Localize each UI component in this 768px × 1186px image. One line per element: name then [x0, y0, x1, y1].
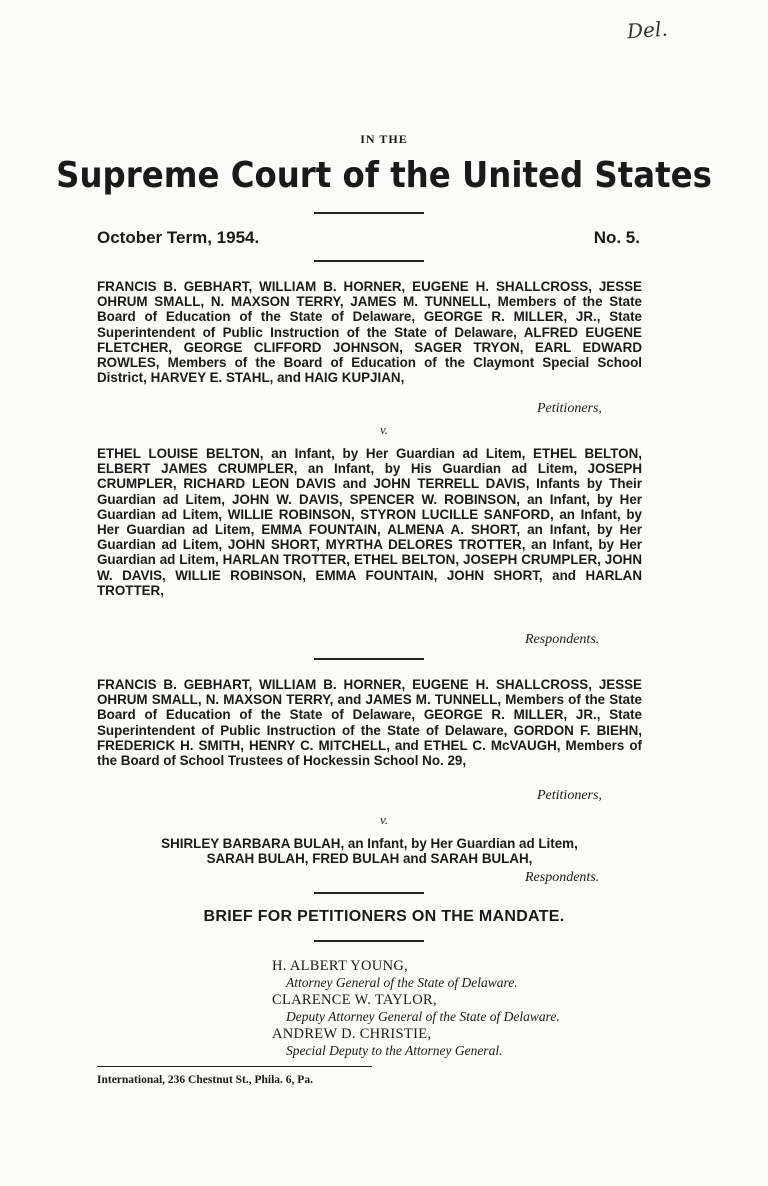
- counsel-entry: [272, 992, 560, 1026]
- brief-title: BRIEF FOR PETITIONERS ON THE MANDATE.: [203, 908, 565, 925]
- handwritten-annotation: Del.: [626, 16, 669, 44]
- case2-respondents-line1: SHIRLEY BARBARA BULAH, an Infant, by Her Guardian ad Litem,: [161, 836, 578, 851]
- counsel-entry: [272, 958, 560, 992]
- case2-petitioners-label: Petitioners,: [537, 788, 602, 803]
- counsel-title: Attorney General of the State of Delaware.: [286, 975, 518, 990]
- divider: [314, 892, 424, 894]
- case2-respondents-line2: SARAH BULAH, FRED BULAH and SARAH BULAH,: [206, 851, 533, 867]
- divider: [314, 658, 424, 660]
- case2-respondents: [97, 836, 642, 867]
- counsel-name: CLARENCE W. TAYLOR,: [272, 992, 437, 1008]
- divider: [314, 212, 424, 214]
- counsel-title: Deputy Attorney General of the State of Delaware.: [286, 1009, 560, 1024]
- court-title: Supreme Court of the United States: [56, 155, 712, 196]
- case1-respondents: ETHEL LOUISE BELTON, an Infant, by Her Guardian ad Litem, ETHEL BELTON, ELBERT JAMES CRUMPLER, an Infant, by His Guardian ad Litem, JOSEPH CRUMPLER, RICHARD LEON DAVIS and JOHN TERRELL DAVIS, Infants by Their Guardian ad Litem, JOHN W. DAVIS, SPENCER W. ROBINSON, an Infant, by Her Guardian ad Litem, WILLIE ROBINSON, STYRON LUCILLE SANFORD, an Infant, by Her Guardian ad Litem, EMMA FOUNTAIN, ALMENA A. SHORT, an Infant, by Her Guardian ad Litem, JOHN SHORT, MYRTHA DELORES TROTTER, an Infant, by Her Guardian ad Litem, HARLAN TROTTER, ETHEL BELTON, JOSEPH CRUMPLER, JOHN W. DAVIS, WILLIE ROBINSON, EMMA FOUNTAIN, JOHN SHORT, and HARLAN TROTTER,: [97, 446, 642, 598]
- footer-rule: [97, 1066, 372, 1067]
- counsel-title: Special Deputy to the Attorney General.: [286, 1043, 503, 1058]
- counsel-block: [272, 958, 560, 1060]
- counsel-name: H. ALBERT YOUNG,: [272, 958, 409, 974]
- term-label: October Term, 1954.: [97, 228, 260, 247]
- divider: [314, 260, 424, 262]
- case1-respondents-label: Respondents.: [525, 632, 600, 647]
- counsel-entry: [272, 1026, 560, 1060]
- case-number: No. 5.: [593, 228, 640, 247]
- case1-versus: v.: [379, 422, 389, 437]
- printer-imprint: International, 236 Chestnut St., Phila. 6, Pa.: [97, 1074, 313, 1086]
- divider: [314, 940, 424, 942]
- case2-petitioners: FRANCIS B. GEBHART, WILLIAM B. HORNER, EUGENE H. SHALLCROSS, JESSE OHRUM SMALL, N. MAXSON TERRY, and JAMES M. TUNNELL, Members of the State Board of Education of the State of Delaware, GEORGE R. MILLER, JR., State Superintendent of Public Instruction of the State of Delaware, GORDON F. BIEHN, FREDERICK H. SMITH, HENRY C. MITCHELL, and ETHEL C. McVAUGH, Members of the Board of School Trustees of Hockessin School No. 29,: [97, 677, 642, 769]
- case1-petitioners-label: Petitioners,: [537, 401, 602, 416]
- case1-petitioners: FRANCIS B. GEBHART, WILLIAM B. HORNER, EUGENE H. SHALLCROSS, JESSE OHRUM SMALL, N. MAXSON TERRY, JAMES M. TUNNELL, Members of the State Board of Education of the State of Delaware, GEORGE R. MILLER, JR., State Superintendent of Public Instruction of the State of Delaware, ALFRED EUGENE FLETCHER, GEORGE CLIFFORD JOHNSON, SAGER TRYON, EARL EDWARD ROWLES, Members of the Board of Education of the Claymont Special School District, HARVEY E. STAHL, and HAIG KUPJIAN,: [97, 279, 642, 386]
- counsel-name: ANDREW D. CHRISTIE,: [272, 1026, 432, 1042]
- case2-versus: v.: [379, 812, 389, 827]
- in-the-label: IN THE: [360, 132, 408, 146]
- case2-respondents-label: Respondents.: [525, 870, 600, 885]
